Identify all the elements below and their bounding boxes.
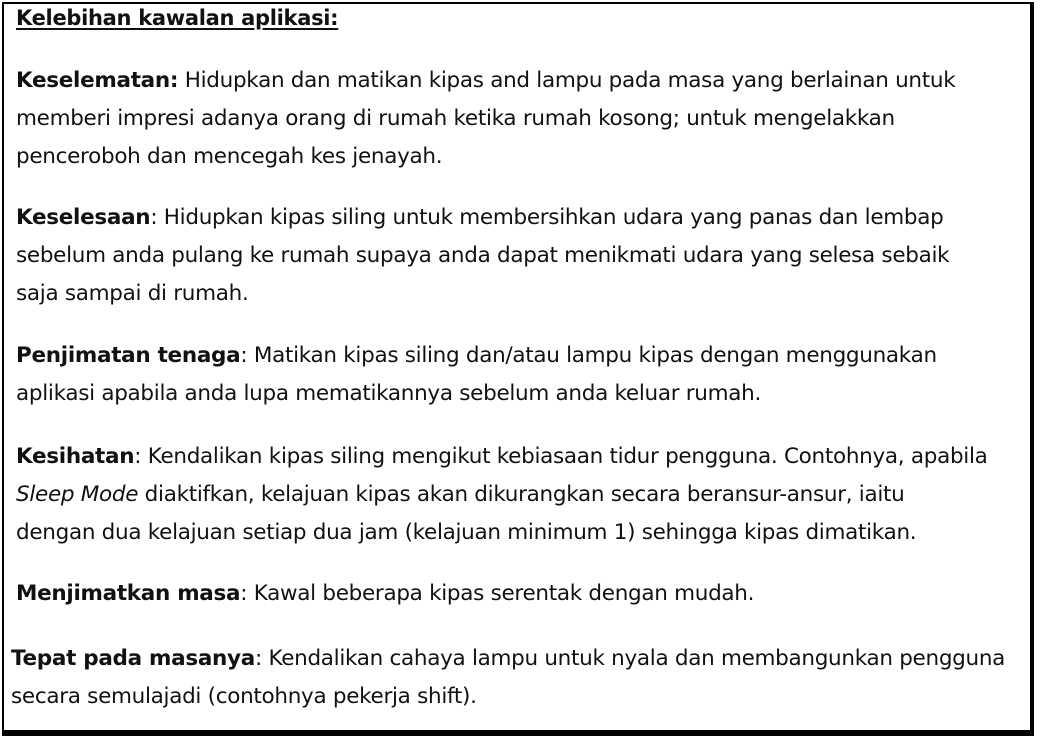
sleep-mode-term: Sleep Mode xyxy=(16,482,139,507)
section-text: : Kendalikan kipas siling mengikut kebiasaan tidur pengguna. Contohnya, apabila xyxy=(134,444,988,469)
section-line: secara semulajadi (contohnya pekerja shift). xyxy=(11,684,477,709)
section-line: sebelum anda pulang ke rumah supaya anda dapat menikmati udara yang selesa sebaik xyxy=(16,243,950,268)
section-text: : Kawal beberapa kipas serentak dengan mudah. xyxy=(240,581,755,606)
section-keselesaan xyxy=(16,199,949,313)
section-line: penceroboh dan mencegah kes jenayah. xyxy=(16,144,443,169)
section-text: : Hidupkan kipas siling untuk membersihkan udara yang panas dan lembap xyxy=(150,205,944,230)
section-keselamatan xyxy=(16,62,955,176)
section-title: Tepat pada masanya xyxy=(11,646,255,671)
section-line: memberi impresi adanya orang di rumah ketika rumah kosong; untuk mengelakkan xyxy=(16,106,895,131)
section-line xyxy=(16,62,955,100)
section-line: dengan dua kelajuan setiap dua jam (kelajuan minimum 1) sehingga kipas dimatikan. xyxy=(16,520,917,545)
section-title: Kesihatan xyxy=(16,444,135,469)
section-tepat-pada-masanya xyxy=(11,640,1005,716)
section-line xyxy=(16,575,754,613)
section-text: Hidupkan dan matikan kipas and lampu pada masa yang berlainan untuk xyxy=(178,68,956,93)
section-title: Menjimatkan masa xyxy=(16,581,241,606)
section-text: : Kendalikan cahaya lampu untuk nyala dan membangunkan pengguna xyxy=(254,646,1006,671)
section-line xyxy=(16,199,949,237)
section-text: diaktifkan, kelajuan kipas akan dikurangkan secara beransur-ansur, iaitu xyxy=(138,482,905,507)
section-penjimatan-tenaga xyxy=(16,337,937,413)
section-line xyxy=(16,438,988,476)
section-title: Keselesaan xyxy=(16,205,151,230)
section-text: : Matikan kipas siling dan/atau lampu kipas dengan menggunakan xyxy=(240,343,937,368)
document-heading: Kelebihan kawalan aplikasi: xyxy=(16,6,339,30)
section-line xyxy=(16,337,937,375)
section-menjimatkan-masa xyxy=(16,575,754,613)
section-line: saja sampai di rumah. xyxy=(16,281,249,306)
section-line xyxy=(11,640,1005,678)
section-title: Keselematan: xyxy=(16,68,179,93)
section-line xyxy=(16,476,988,514)
section-title: Penjimatan tenaga xyxy=(16,343,241,368)
section-kesihatan xyxy=(16,438,988,552)
section-line: aplikasi apabila anda lupa mematikannya sebelum anda keluar rumah. xyxy=(16,381,762,406)
